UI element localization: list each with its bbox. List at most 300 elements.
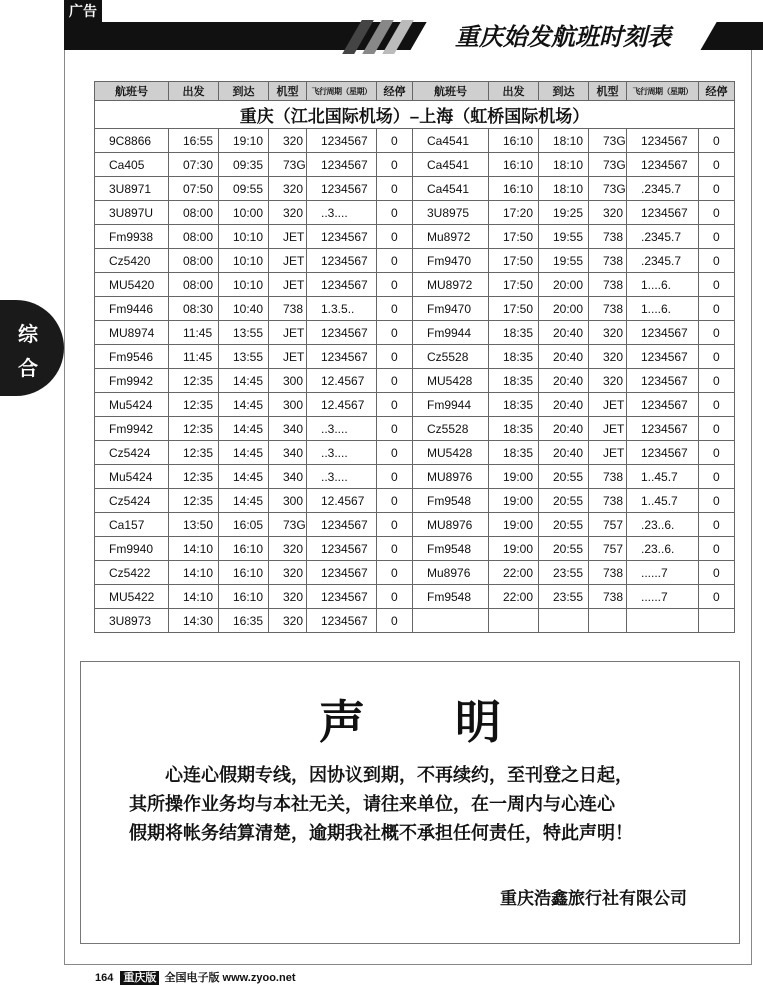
table-cell: 18:35 xyxy=(489,369,539,393)
table-cell: 73G xyxy=(589,153,627,177)
table-cell: 14:10 xyxy=(169,561,219,585)
table-cell xyxy=(539,609,589,633)
table-cell: 07:30 xyxy=(169,153,219,177)
table-cell: 1234567 xyxy=(627,369,699,393)
table-cell: 20:55 xyxy=(539,465,589,489)
table-cell: 300 xyxy=(269,369,307,393)
table-cell: Cz5420 xyxy=(95,249,169,273)
table-cell: 0 xyxy=(699,129,735,153)
table-cell: Fm9546 xyxy=(95,345,169,369)
table-cell: 12:35 xyxy=(169,489,219,513)
table-cell: 0 xyxy=(377,609,413,633)
table-cell: 0 xyxy=(699,441,735,465)
page-title-box xyxy=(408,20,718,54)
table-cell: 0 xyxy=(377,177,413,201)
column-header: 航班号 xyxy=(95,82,169,101)
table-cell: 11:45 xyxy=(169,321,219,345)
table-cell: 0 xyxy=(377,561,413,585)
table-cell: Ca405 xyxy=(95,153,169,177)
table-cell: 0 xyxy=(699,177,735,201)
table-cell: 1234567 xyxy=(307,513,377,537)
table-cell: 1234567 xyxy=(307,585,377,609)
table-cell: 19:25 xyxy=(539,201,589,225)
column-header: 出发 xyxy=(169,82,219,101)
table-cell: 320 xyxy=(589,345,627,369)
table-cell: 1234567 xyxy=(627,201,699,225)
table-cell: .23..6. xyxy=(627,513,699,537)
table-cell: 0 xyxy=(699,561,735,585)
table-cell: 16:05 xyxy=(219,513,269,537)
table-row xyxy=(95,441,735,465)
table-cell: 17:50 xyxy=(489,249,539,273)
table-cell: 1234567 xyxy=(627,417,699,441)
table-cell: 19:10 xyxy=(219,129,269,153)
column-header: 航班号 xyxy=(413,82,489,101)
table-cell: 10:00 xyxy=(219,201,269,225)
table-cell: 19:00 xyxy=(489,513,539,537)
table-cell: 0 xyxy=(377,153,413,177)
table-cell: 20:40 xyxy=(539,441,589,465)
table-cell: Fm9944 xyxy=(413,393,489,417)
table-cell: 1..45.7 xyxy=(627,489,699,513)
notice-title: 声明 xyxy=(319,696,591,748)
column-header: 出发 xyxy=(489,82,539,101)
table-cell: 18:35 xyxy=(489,345,539,369)
site-url: www.zyoo.net xyxy=(222,972,296,984)
table-cell: Cz5528 xyxy=(413,345,489,369)
table-cell: Fm9944 xyxy=(413,321,489,345)
table-cell: Fm9470 xyxy=(413,297,489,321)
table-cell: 20:00 xyxy=(539,273,589,297)
table-cell: 11:45 xyxy=(169,345,219,369)
ad-label: 广告 xyxy=(64,0,102,22)
table-cell: 12:35 xyxy=(169,393,219,417)
table-cell: 0 xyxy=(699,249,735,273)
table-cell: Cz5424 xyxy=(95,489,169,513)
table-cell: MU5422 xyxy=(95,585,169,609)
table-cell: Mu8972 xyxy=(413,225,489,249)
table-cell: 0 xyxy=(699,513,735,537)
table-cell: 0 xyxy=(377,249,413,273)
table-cell: Fm9548 xyxy=(413,489,489,513)
table-row xyxy=(95,177,735,201)
table-cell: 20:00 xyxy=(539,297,589,321)
table-cell: 320 xyxy=(269,537,307,561)
table-row xyxy=(95,537,735,561)
table-cell: 73G xyxy=(589,129,627,153)
table-cell: ......7 xyxy=(627,561,699,585)
table-cell: Ca4541 xyxy=(413,129,489,153)
edition-badge: 重庆版 xyxy=(120,971,159,985)
table-cell: 0 xyxy=(377,465,413,489)
table-cell: 320 xyxy=(269,609,307,633)
notice-signature: 重庆浩鑫旅行社有限公司 xyxy=(500,889,687,908)
table-cell: 12.4567 xyxy=(307,489,377,513)
table-cell: 12:35 xyxy=(169,369,219,393)
table-cell: 0 xyxy=(699,465,735,489)
table-cell: 1234567 xyxy=(627,393,699,417)
table-cell: 738 xyxy=(589,297,627,321)
table-cell: 13:50 xyxy=(169,513,219,537)
table-cell: 18:35 xyxy=(489,321,539,345)
table-row xyxy=(95,153,735,177)
column-header: 机型 xyxy=(589,82,627,101)
table-row xyxy=(95,561,735,585)
table-cell: 320 xyxy=(269,201,307,225)
table-cell: .2345.7 xyxy=(627,249,699,273)
table-cell: 0 xyxy=(699,489,735,513)
section-tab xyxy=(0,300,64,396)
table-cell xyxy=(489,609,539,633)
table-cell: JET xyxy=(269,321,307,345)
table-cell: 0 xyxy=(699,201,735,225)
column-header: 到达 xyxy=(219,82,269,101)
table-cell: Mu5424 xyxy=(95,465,169,489)
table-cell: MU8972 xyxy=(413,273,489,297)
table-cell: 07:50 xyxy=(169,177,219,201)
column-header: 飞行周期（星期） xyxy=(627,82,699,101)
table-row xyxy=(95,225,735,249)
notice-body xyxy=(129,761,699,848)
page-title: 重庆始发航班时刻表 xyxy=(455,22,671,51)
table-cell: Cz5424 xyxy=(95,441,169,465)
table-cell: 08:00 xyxy=(169,201,219,225)
table-cell: 3U8973 xyxy=(95,609,169,633)
table-cell: Fm9470 xyxy=(413,249,489,273)
table-cell: 18:10 xyxy=(539,177,589,201)
table-cell: MU8976 xyxy=(413,513,489,537)
table-cell: 08:00 xyxy=(169,249,219,273)
section-tab-char: 合 xyxy=(18,358,38,380)
table-cell: 0 xyxy=(377,585,413,609)
table-cell: 16:10 xyxy=(219,585,269,609)
table-cell: 1....6. xyxy=(627,297,699,321)
table-cell: Ca4541 xyxy=(413,153,489,177)
table-cell: 1234567 xyxy=(627,441,699,465)
flight-schedule-table xyxy=(94,81,735,633)
table-cell: 20:40 xyxy=(539,393,589,417)
notice-box xyxy=(80,661,740,944)
table-cell: 1234567 xyxy=(307,321,377,345)
table-cell: 340 xyxy=(269,465,307,489)
table-cell: Fm9938 xyxy=(95,225,169,249)
table-cell: 1234567 xyxy=(307,177,377,201)
table-cell: 0 xyxy=(377,345,413,369)
notice-line: 心连心假期专线，因协议到期，不再续约，至刊登之日起， xyxy=(165,765,633,785)
table-cell: 0 xyxy=(377,441,413,465)
notice-line: 假期将帐务结算清楚，逾期我社概不承担任何责任，特此声明！ xyxy=(129,823,633,843)
table-cell: MU8974 xyxy=(95,321,169,345)
table-cell: 19:00 xyxy=(489,537,539,561)
table-cell: 1234567 xyxy=(307,249,377,273)
table-row xyxy=(95,393,735,417)
table-cell: 14:45 xyxy=(219,417,269,441)
table-cell: 0 xyxy=(377,393,413,417)
table-cell: 09:55 xyxy=(219,177,269,201)
table-cell: 1234567 xyxy=(307,609,377,633)
table-cell: ..3.... xyxy=(307,201,377,225)
table-cell: 22:00 xyxy=(489,585,539,609)
table-cell: 23:55 xyxy=(539,585,589,609)
table-cell: 20:40 xyxy=(539,345,589,369)
table-cell: ..3.... xyxy=(307,465,377,489)
table-cell: 1.3.5.. xyxy=(307,297,377,321)
table-cell: 3U897U xyxy=(95,201,169,225)
table-cell: 19:00 xyxy=(489,489,539,513)
table-cell xyxy=(699,609,735,633)
table-cell: JET xyxy=(269,225,307,249)
table-cell: 0 xyxy=(699,225,735,249)
table-cell: 14:30 xyxy=(169,609,219,633)
table-cell: 320 xyxy=(269,561,307,585)
table-cell: 0 xyxy=(699,393,735,417)
table-cell: 0 xyxy=(377,273,413,297)
section-tab-char: 综 xyxy=(18,324,38,346)
table-cell: 20:40 xyxy=(539,369,589,393)
table-cell: 0 xyxy=(377,129,413,153)
table-cell: 14:45 xyxy=(219,489,269,513)
table-cell: 22:00 xyxy=(489,561,539,585)
table-cell: 18:35 xyxy=(489,393,539,417)
table-cell: 18:35 xyxy=(489,417,539,441)
table-cell: 12.4567 xyxy=(307,369,377,393)
table-cell: 0 xyxy=(699,297,735,321)
table-cell: 757 xyxy=(589,513,627,537)
table-cell: 738 xyxy=(589,249,627,273)
table-cell: 18:10 xyxy=(539,129,589,153)
table-cell: 1234567 xyxy=(627,129,699,153)
table-cell: 20:40 xyxy=(539,321,589,345)
table-cell: 738 xyxy=(589,225,627,249)
table-cell: 0 xyxy=(377,489,413,513)
table-cell: Fm9548 xyxy=(413,585,489,609)
table-cell: 3U8975 xyxy=(413,201,489,225)
table-cell: 17:50 xyxy=(489,297,539,321)
table-cell: JET xyxy=(269,345,307,369)
table-cell: 16:10 xyxy=(219,537,269,561)
table-cell: 20:40 xyxy=(539,417,589,441)
table-header-row xyxy=(95,82,735,101)
table-cell: 16:10 xyxy=(489,153,539,177)
table-cell: 320 xyxy=(589,321,627,345)
table-cell: 0 xyxy=(699,321,735,345)
table-cell: JET xyxy=(589,417,627,441)
table-cell: 0 xyxy=(377,201,413,225)
column-header: 到达 xyxy=(539,82,589,101)
table-cell: 14:10 xyxy=(169,537,219,561)
table-cell: .23..6. xyxy=(627,537,699,561)
table-cell: 757 xyxy=(589,537,627,561)
edition-label: 全国电子版 xyxy=(164,972,220,984)
table-cell: 320 xyxy=(269,177,307,201)
table-cell: JET xyxy=(589,441,627,465)
table-cell: 17:50 xyxy=(489,225,539,249)
table-cell: 9C8866 xyxy=(95,129,169,153)
table-cell: 3U8971 xyxy=(95,177,169,201)
column-header: 经停 xyxy=(377,82,413,101)
table-cell: 0 xyxy=(377,537,413,561)
table-row xyxy=(95,297,735,321)
table-cell: 12:35 xyxy=(169,441,219,465)
table-cell: 0 xyxy=(699,537,735,561)
table-cell: 14:45 xyxy=(219,441,269,465)
table-cell: 16:10 xyxy=(489,129,539,153)
table-row xyxy=(95,585,735,609)
table-cell: 0 xyxy=(377,513,413,537)
table-cell: MU5428 xyxy=(413,441,489,465)
table-cell: 0 xyxy=(377,297,413,321)
table-cell: 19:55 xyxy=(539,225,589,249)
table-cell: 73G xyxy=(269,153,307,177)
table-cell: 1234567 xyxy=(307,561,377,585)
notice-line: 其所操作业务均与本社无关，请往来单位，在一周内与心连心 xyxy=(129,794,615,814)
table-cell: 20:55 xyxy=(539,513,589,537)
table-cell: 1234567 xyxy=(307,153,377,177)
table-cell: JET xyxy=(269,273,307,297)
table-cell: 340 xyxy=(269,441,307,465)
table-cell: 1234567 xyxy=(307,537,377,561)
table-cell: Cz5422 xyxy=(95,561,169,585)
table-cell: 16:55 xyxy=(169,129,219,153)
table-cell: 1234567 xyxy=(627,153,699,177)
table-cell: 73G xyxy=(589,177,627,201)
table-cell xyxy=(589,609,627,633)
table-cell: 738 xyxy=(269,297,307,321)
table-cell: 0 xyxy=(699,585,735,609)
table-cell: 14:45 xyxy=(219,465,269,489)
table-cell: 16:10 xyxy=(489,177,539,201)
table-cell: 14:45 xyxy=(219,369,269,393)
table-cell: 19:55 xyxy=(539,249,589,273)
table-cell: 1234567 xyxy=(307,225,377,249)
table-cell: 0 xyxy=(377,369,413,393)
page-footer xyxy=(95,969,295,985)
table-cell: 0 xyxy=(377,225,413,249)
table-cell: 1..45.7 xyxy=(627,465,699,489)
table-cell: JET xyxy=(269,249,307,273)
table-cell: 0 xyxy=(699,345,735,369)
table-cell: Cz5528 xyxy=(413,417,489,441)
table-cell: .2345.7 xyxy=(627,225,699,249)
table-cell: 08:00 xyxy=(169,273,219,297)
column-header: 机型 xyxy=(269,82,307,101)
route-title: 重庆（江北国际机场）–上海（虹桥国际机场） xyxy=(95,101,735,129)
table-cell: 18:10 xyxy=(539,153,589,177)
table-cell: 0 xyxy=(699,369,735,393)
route-row xyxy=(95,101,735,129)
table-row xyxy=(95,609,735,633)
table-cell xyxy=(413,609,489,633)
table-cell: 738 xyxy=(589,585,627,609)
table-cell: ..3.... xyxy=(307,417,377,441)
table-cell: 0 xyxy=(377,417,413,441)
table-row xyxy=(95,129,735,153)
table-cell: 12.4567 xyxy=(307,393,377,417)
table-cell: 17:50 xyxy=(489,273,539,297)
table-cell: ..3.... xyxy=(307,441,377,465)
table-row xyxy=(95,273,735,297)
table-cell: MU5420 xyxy=(95,273,169,297)
table-cell: 738 xyxy=(589,489,627,513)
table-cell: 10:10 xyxy=(219,273,269,297)
table-cell: Mu5424 xyxy=(95,393,169,417)
table-row xyxy=(95,345,735,369)
table-row xyxy=(95,489,735,513)
table-cell: 320 xyxy=(269,129,307,153)
table-cell: 1....6. xyxy=(627,273,699,297)
table-cell: 13:55 xyxy=(219,321,269,345)
table-cell xyxy=(627,609,699,633)
table-row xyxy=(95,465,735,489)
table-cell: 0 xyxy=(377,321,413,345)
table-cell: 09:35 xyxy=(219,153,269,177)
table-row xyxy=(95,201,735,225)
table-row xyxy=(95,369,735,393)
table-cell: 12:35 xyxy=(169,417,219,441)
column-header: 经停 xyxy=(699,82,735,101)
table-cell: 14:10 xyxy=(169,585,219,609)
table-cell: 0 xyxy=(699,153,735,177)
table-cell: 10:10 xyxy=(219,249,269,273)
table-cell: 738 xyxy=(589,465,627,489)
table-cell: 16:35 xyxy=(219,609,269,633)
column-header: 飞行周期（星期） xyxy=(307,82,377,101)
table-cell: 16:10 xyxy=(219,561,269,585)
table-cell: Fm9940 xyxy=(95,537,169,561)
table-cell: 300 xyxy=(269,489,307,513)
table-cell: 08:30 xyxy=(169,297,219,321)
table-cell: Fm9942 xyxy=(95,417,169,441)
table-cell: 0 xyxy=(699,417,735,441)
table-cell: 20:55 xyxy=(539,537,589,561)
table-cell: Mu8976 xyxy=(413,561,489,585)
table-cell: .2345.7 xyxy=(627,177,699,201)
table-cell: Ca4541 xyxy=(413,177,489,201)
page-number: 164 xyxy=(95,972,114,984)
table-cell: 17:20 xyxy=(489,201,539,225)
table-cell: 73G xyxy=(269,513,307,537)
table-cell: 0 xyxy=(699,273,735,297)
table-row xyxy=(95,417,735,441)
table-cell: 08:00 xyxy=(169,225,219,249)
table-cell: 14:45 xyxy=(219,393,269,417)
table-cell: 1234567 xyxy=(627,321,699,345)
table-cell: Ca157 xyxy=(95,513,169,537)
table-cell: 18:35 xyxy=(489,441,539,465)
table-cell: 320 xyxy=(589,201,627,225)
table-row xyxy=(95,249,735,273)
table-cell: 1234567 xyxy=(307,273,377,297)
table-cell: 300 xyxy=(269,393,307,417)
table-cell: 320 xyxy=(269,585,307,609)
table-cell: 340 xyxy=(269,417,307,441)
table-cell: 1234567 xyxy=(307,345,377,369)
table-row xyxy=(95,321,735,345)
table-cell: 12:35 xyxy=(169,465,219,489)
table-cell: 10:40 xyxy=(219,297,269,321)
table-cell: 10:10 xyxy=(219,225,269,249)
table-cell: MU5428 xyxy=(413,369,489,393)
table-cell: 1234567 xyxy=(307,129,377,153)
table-row xyxy=(95,513,735,537)
table-cell: Fm9942 xyxy=(95,369,169,393)
table-cell: 738 xyxy=(589,561,627,585)
table-cell: 1234567 xyxy=(627,345,699,369)
table-cell: ......7 xyxy=(627,585,699,609)
table-cell: JET xyxy=(589,393,627,417)
table-cell: Fm9548 xyxy=(413,537,489,561)
table-cell: 19:00 xyxy=(489,465,539,489)
